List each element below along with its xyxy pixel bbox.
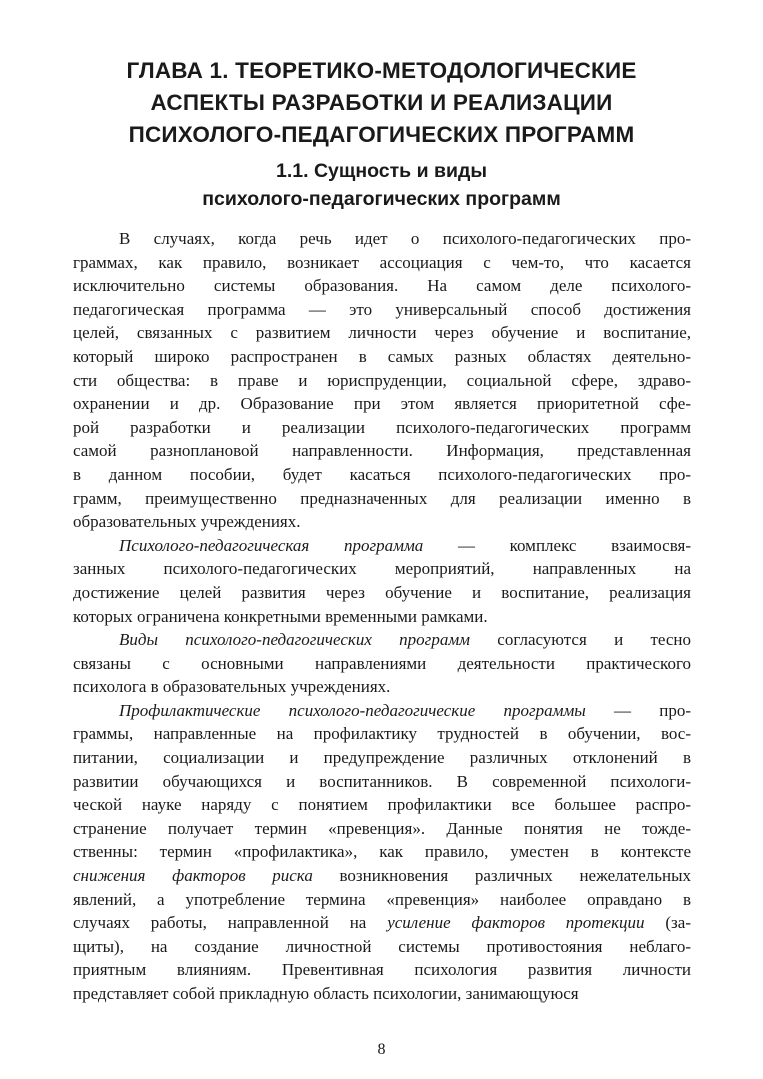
text-line	[73, 557, 691, 581]
text-line	[73, 958, 691, 982]
text-line	[73, 581, 691, 605]
text-run: образовательных учреждениях.	[73, 512, 301, 532]
body-text	[73, 227, 691, 1006]
text-line	[73, 699, 691, 723]
text-line	[73, 817, 691, 841]
text-run: явлений, а употребление термина «превенция» наиболее оправдано в	[73, 889, 691, 909]
text-line	[73, 675, 691, 699]
text-line	[73, 416, 691, 440]
text-run: Психолого-педагогическая программа	[119, 535, 424, 555]
text-run: странение получает термин «превенция». Данные понятия не тожде-	[73, 818, 691, 838]
paragraph	[73, 227, 691, 534]
text-run: сти общества: в праве и юриспруденции, социальной сфере, здраво-	[73, 370, 691, 390]
text-run: развитии обучающихся и воспитанников. В современной психологи-	[73, 771, 691, 791]
text-line	[73, 392, 691, 416]
text-run: представляет собой прикладную область психологии, занимающуюся	[73, 984, 579, 1003]
text-line	[73, 628, 691, 652]
text-run: достижение целей развития через обучение и воспитание, реализация	[73, 582, 691, 602]
text-run: согласуются и тесно	[470, 630, 691, 650]
text-run: усиление факторов протекции	[387, 913, 645, 933]
text-line	[73, 439, 691, 463]
text-run: В случаях, когда речь идет о психолого-педагогических про-	[119, 229, 691, 248]
text-line	[73, 487, 691, 511]
text-run: — комплекс взаимосвя-	[423, 535, 691, 555]
text-line	[73, 534, 691, 558]
text-run: занных психолого-педагогических мероприятий, направленных на	[73, 559, 691, 579]
section-title-line: психолого-педагогических программ	[202, 188, 561, 210]
text-run: охранении и др. Образование при этом является приоритетной сфе-	[73, 394, 691, 414]
text-run: самой разноплановой направленности. Информация, представленная	[73, 441, 691, 461]
text-line	[73, 793, 691, 817]
text-line	[73, 864, 691, 888]
section-title	[60, 157, 703, 213]
text-run: приятным влияниям. Превентивная психология развития личности	[73, 960, 691, 980]
text-line	[73, 935, 691, 959]
text-line	[73, 982, 691, 1006]
paragraph	[73, 699, 691, 1006]
text-line	[73, 298, 691, 322]
text-run: — про-	[585, 700, 691, 720]
text-run: щиты), на создание личностной системы противостояния неблаго-	[73, 936, 691, 956]
chapter-title-line: АСПЕКТЫ РАЗРАБОТКИ И РЕАЛИЗАЦИИ	[150, 90, 613, 115]
text-line	[73, 652, 691, 676]
paragraph	[73, 534, 691, 628]
section-title-line: 1.1. Сущность и виды	[276, 160, 487, 182]
text-run: который широко распространен в самых разных областях деятельно-	[73, 346, 691, 366]
text-run: ственны: термин «профилактика», как правило, уместен в контексте	[73, 842, 691, 862]
chapter-title	[60, 55, 703, 151]
text-line	[73, 274, 691, 298]
chapter-title-line: ГЛАВА 1. ТЕОРЕТИКО-МЕТОДОЛОГИЧЕСКИЕ	[126, 58, 637, 83]
text-run: ческой науке наряду с понятием профилактики все большее распро-	[73, 795, 691, 815]
text-line	[73, 321, 691, 345]
text-line	[73, 251, 691, 275]
text-line	[73, 345, 691, 369]
text-run: питании, социализации и предупреждение различных отклонений в	[73, 748, 691, 768]
text-run: грамм, преимущественно предназначенных для реализации именно в	[73, 488, 691, 508]
page-number: 8	[377, 1041, 386, 1058]
text-line	[73, 911, 691, 935]
text-run: возникновения различных нежелательных	[312, 866, 691, 886]
text-run: в данном пособии, будет касаться психолого-педагогических про-	[73, 464, 691, 484]
text-run: граммы, направленные на профилактику трудностей в обучении, вос-	[73, 724, 691, 744]
text-run: целей, связанных с развитием личности через обучение и воспитание,	[73, 323, 691, 343]
text-line	[73, 227, 691, 251]
text-run: граммах, как правило, возникает ассоциация с чем-то, что касается	[73, 252, 691, 272]
text-run: связаны с основными направлениями деятельности практического	[73, 653, 691, 673]
text-run: рой разработки и реализации психолого-педагогических программ	[73, 417, 691, 437]
text-run: Виды психолого-педагогических программ	[119, 630, 471, 650]
text-run: психолога в образовательных учреждениях.	[73, 677, 391, 697]
paragraph	[73, 628, 691, 699]
text-run: Профилактические психолого-педагогические программы	[119, 700, 586, 720]
text-line	[73, 605, 691, 629]
text-line	[73, 722, 691, 746]
text-run: (за-	[644, 913, 691, 933]
text-line	[73, 463, 691, 487]
text-line	[73, 369, 691, 393]
text-run: снижения факторов риска	[73, 866, 313, 886]
text-run: исключительно системы образования. На самом деле психолого-	[73, 276, 691, 296]
text-run: педагогическая программа — это универсальный способ достижения	[73, 299, 691, 319]
text-line	[73, 510, 691, 534]
text-run: которых ограничена конкретными временными рамками.	[73, 606, 488, 626]
text-line	[73, 888, 691, 912]
chapter-title-line: ПСИХОЛОГО-ПЕДАГОГИЧЕСКИХ ПРОГРАММ	[128, 122, 635, 147]
text-run: случаях работы, направленной на	[73, 913, 388, 933]
text-line	[73, 746, 691, 770]
text-line	[73, 840, 691, 864]
text-line	[73, 770, 691, 794]
